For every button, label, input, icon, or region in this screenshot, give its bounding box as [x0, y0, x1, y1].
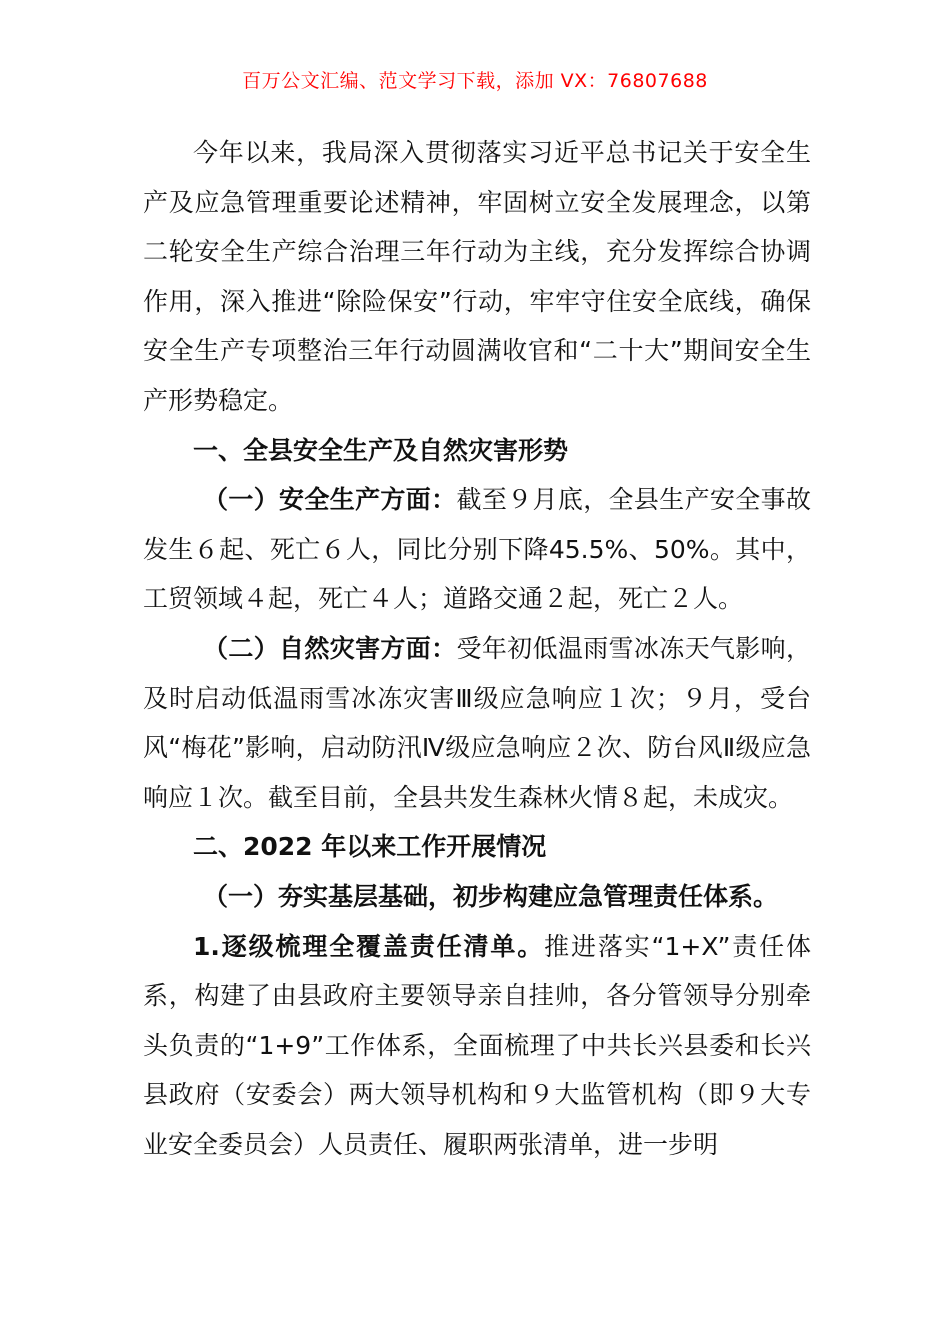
document-body — [143, 128, 811, 1169]
section-1-2-paragraph — [143, 624, 811, 822]
section-1-2-label: （二）自然灾害方面： — [203, 633, 457, 663]
section-1-2-text: 受年初低温雨雪冰冻天气影响，及时启动低温雨雪冰冻灾害Ⅲ级应急响应１次；９月，受台风“梅花”影响，启动防汛Ⅳ级应急响应２次、防台风Ⅱ级应急响应１次。截至目前，全县共发生森林火情８起，未成灾。 — [143, 633, 811, 812]
section-2-heading: 二、2022 年以来工作开展情况 — [193, 832, 547, 862]
section-2-1-1-text: 推进落实“1+X”责任体系，构建了由县政府主要领导亲自挂帅，各分管领导分别牵头负责的“1+9”工作体系，全面梳理了中共长兴县委和长兴县政府（安委会）两大领导机构和９大监管机构（即９大专业安全委员会）人员责任、履职两张清单，进一步明 — [143, 931, 811, 1159]
section-2-1-heading: （一）夯实基层基础，初步构建应急管理责任体系。 — [203, 881, 779, 911]
section-1-1-paragraph — [143, 475, 811, 624]
section-1-1-label: （一）安全生产方面： — [203, 485, 457, 515]
section-1-1-text: 截至９月底，全县生产安全事故发生６起、死亡６人，同比分别下降45.5%、50%。其中，工贸领域４起，死亡４人；道路交通２起，死亡２人。 — [143, 485, 811, 614]
section-1-heading: 一、全县安全生产及自然灾害形势 — [193, 435, 569, 465]
section-2-1-1-label: 1.逐级梳理全覆盖责任清单。 — [193, 931, 545, 961]
header-watermark: 百万公文汇编、范文学习下载，添加 VX：76807688 — [242, 70, 708, 92]
intro-paragraph: 今年以来，我局深入贯彻落实习近平总书记关于安全生产及应急管理重要论述精神，牢固树立安全发展理念，以第二轮安全生产综合治理三年行动为主线，充分发挥综合协调作用，深入推进“除险保安”行动，牢牢守住安全底线，确保安全生产专项整治三年行动圆满收官和“二十大”期间安全生产形势稳定。 — [143, 138, 811, 415]
section-2-1-1-paragraph — [143, 922, 811, 1170]
